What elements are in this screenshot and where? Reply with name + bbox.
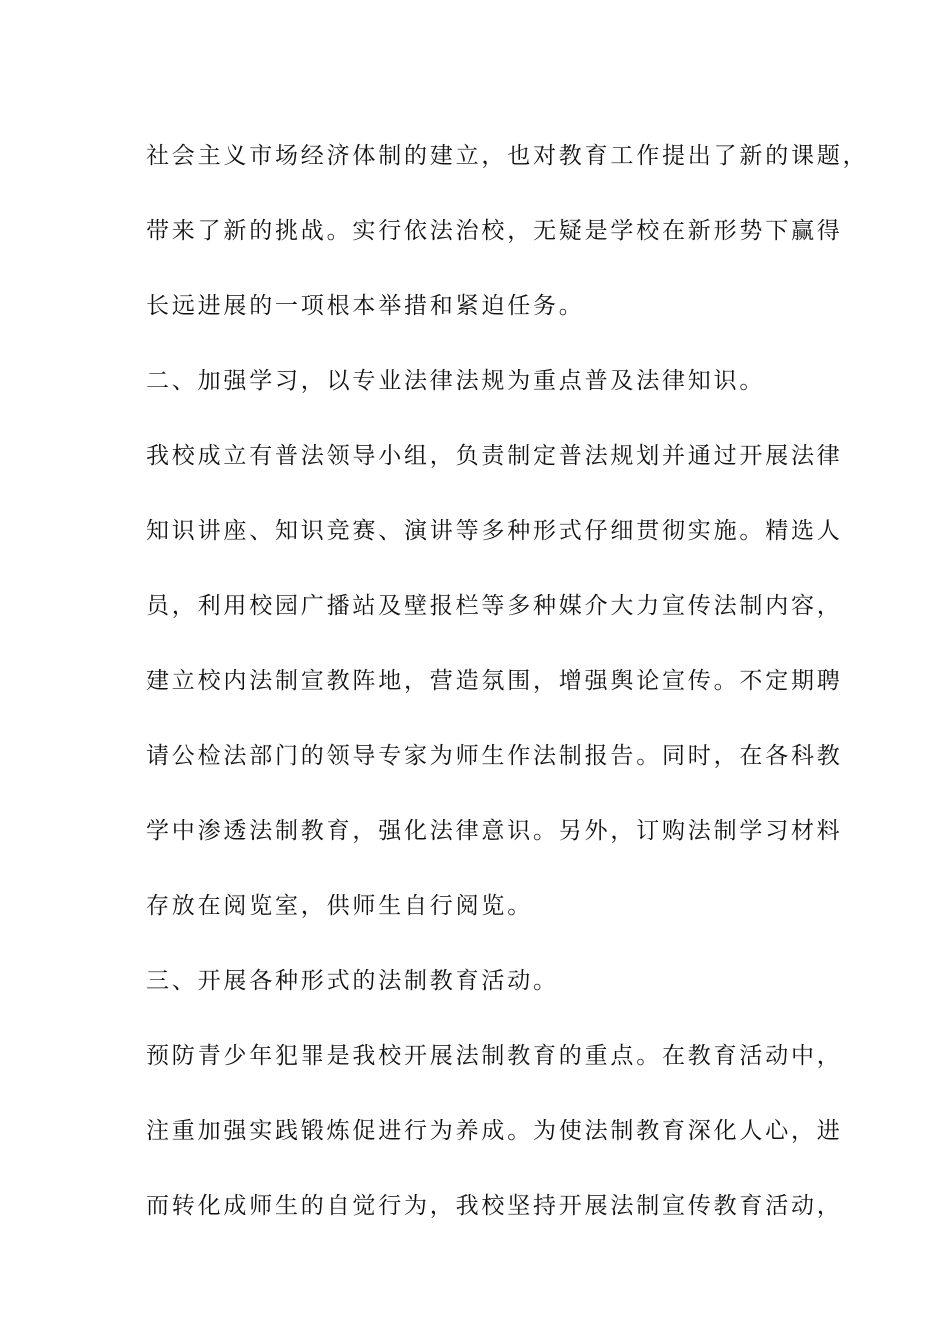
text-line: 存放在阅览室，供师生自行阅览。 [146, 893, 533, 919]
document-body [146, 130, 869, 1255]
text-line: 预防青少年犯罪是我校开展法制教育的重点。在教育活动中， [146, 1043, 843, 1069]
text-line: 请公检法部门的领导专家为师生作法制报告。同时，在各科教 [146, 743, 843, 769]
text-line: 带来了新的挑战。实行依法治校，无疑是学校在新形势下赢得 [146, 218, 843, 244]
text-line: 知识讲座、知识竞赛、演讲等多种形式仔细贯彻实施。精选人 [146, 518, 843, 544]
text-line: 学中渗透法制教育，强化法律意识。另外，订购法制学习材料 [146, 818, 843, 844]
text-line: 社会主义市场经济体制的建立，也对教育工作提出了新的课题， [146, 143, 869, 169]
section-heading: 二、加强学习，以专业法律法规为重点普及法律知识。 [146, 368, 766, 394]
text-line: 注重加强实践锻炼促进行为养成。为使法制教育深化人心，进 [146, 1118, 843, 1144]
text-line: 员，利用校园广播站及壁报栏等多种媒介大力宣传法制内容， [146, 593, 843, 619]
text-line: 我校成立有普法领导小组，负责制定普法规划并通过开展法律 [146, 443, 843, 469]
text-line: 建立校内法制宣教阵地，营造氛围，增强舆论宣传。不定期聘 [146, 668, 843, 694]
text-line: 而转化成师生的自觉行为，我校坚持开展法制宣传教育活动， [146, 1193, 843, 1219]
text-line: 长远进展的一项根本举措和紧迫任务。 [146, 293, 585, 319]
section-heading: 三、开展各种形式的法制教育活动。 [146, 968, 559, 994]
